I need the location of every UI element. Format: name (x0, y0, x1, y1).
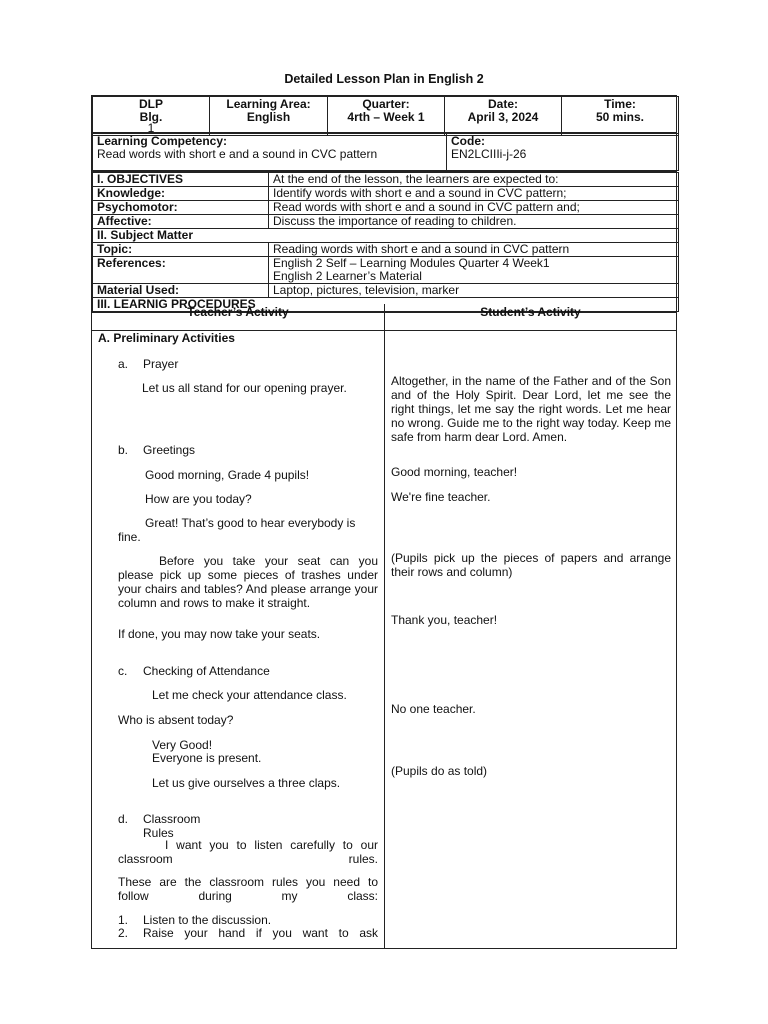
dlp-number: 1 (147, 121, 155, 135)
date-cell (445, 97, 562, 136)
quarter-label: Quarter: (362, 97, 410, 111)
header-table (91, 95, 677, 133)
subject-matter-heading: II. Subject Matter (93, 229, 679, 243)
date-label: Date: (487, 97, 518, 111)
student-column-title: Student’s Activity (480, 305, 581, 319)
topic-label: Topic: (93, 243, 269, 257)
learning-area-value: English (246, 110, 291, 124)
knowledge-label: Knowledge: (93, 187, 269, 201)
item-b-title: Greetings (143, 443, 196, 457)
procedures-heading: III. LEARNIG PROCEDURES (93, 298, 679, 312)
item-d-title-text: Classroom Rules (143, 812, 201, 840)
quarter-value: 4rth – Week 1 (347, 110, 425, 124)
knowledge-text: Identify words with short e and a sound in CVC pattern; (269, 187, 679, 201)
prayer-teacher: Let us all stand for our opening prayer. (142, 381, 347, 395)
attendance-teacher-3a: Very Good! (152, 738, 213, 752)
greeting-teacher-3: Great! That’s good to hear everybody is fine. (118, 516, 356, 544)
learning-area-cell (210, 97, 328, 136)
time-cell (562, 97, 679, 136)
reference-1: English 2 Self – Learning Modules Quarter 4 Week1 (273, 256, 550, 270)
greeting-student-2: We're fine teacher. (391, 490, 491, 504)
material-text: Laptop, pictures, television, marker (269, 284, 679, 298)
learning-area-label: Learning Area: (226, 97, 311, 111)
rule-1-number: 1. (118, 913, 129, 927)
material-label: Material Used: (93, 284, 269, 298)
greeting-teacher-2: How are you today? (145, 492, 252, 506)
greeting-student-4: (Pupils pick up the pieces of papers and arrange their rows and column) (391, 551, 671, 579)
greeting-student-1: Good morning, teacher! (391, 465, 518, 479)
psychomotor-label: Psychomotor: (93, 201, 269, 215)
code-label: Code: (451, 134, 485, 148)
dlp-cell (93, 97, 210, 136)
date-value: April 3, 2024 (467, 110, 539, 124)
student-column-header (385, 304, 676, 331)
attendance-teacher-4: Let us give ourselves a three claps. (152, 776, 341, 790)
topic-text: Reading words with short e and a sound in CVC pattern (269, 243, 679, 257)
code-cell (447, 134, 679, 171)
item-c-title: Checking of Attendance (143, 664, 270, 678)
time-label: Time: (604, 97, 636, 111)
item-b-label: b. (118, 443, 129, 457)
affective-label: Affective: (93, 215, 269, 229)
item-c-label: c. (118, 664, 128, 678)
greeting-teacher-5: If done, you may now take your seats. (118, 627, 321, 641)
item-d-title (143, 812, 309, 840)
greeting-teacher-1: Good morning, Grade 4 pupils! (145, 468, 310, 482)
page-title: Detailed Lesson Plan in English 2 (284, 72, 484, 86)
rule-1-text: Listen to the discussion. (143, 913, 272, 927)
dlp-value: Blg. (139, 110, 163, 124)
dlp-label: DLP (139, 97, 163, 111)
rule-2-number: 2. (118, 926, 129, 940)
objectives-heading: I. OBJECTIVES (93, 173, 269, 187)
competency-label: Learning Competency: (97, 134, 228, 148)
item-d-label: d. (118, 812, 129, 826)
rules-teacher-2: These are the classroom rules you need to follow during my class: (118, 875, 378, 903)
reference-2: English 2 Learner’s Material (273, 269, 422, 283)
preliminary-heading: A. Preliminary Activities (98, 331, 235, 345)
quarter-cell (328, 97, 445, 136)
rule-2-text: Raise your hand if you want to ask (143, 926, 378, 940)
references-cell (269, 257, 679, 284)
competency-text: Read words with short e and a sound in CVC pattern (97, 147, 378, 161)
affective-text: Discuss the importance of reading to children. (269, 215, 679, 229)
attendance-teacher-3b: Everyone is present. (152, 751, 262, 765)
item-a-title: Prayer (143, 357, 179, 371)
item-a-label: a. (118, 357, 129, 371)
references-label: References: (93, 257, 269, 284)
attendance-teacher-1: Let me check your attendance class. (152, 688, 347, 702)
attendance-student-4: (Pupils do as told) (391, 764, 488, 778)
psychomotor-text: Read words with short e and a sound in CVC pattern and; (269, 201, 679, 215)
objectives-table (91, 172, 677, 313)
attendance-student-2: No one teacher. (391, 702, 476, 716)
competency-cell (93, 134, 447, 171)
competency-table (91, 133, 677, 172)
column-divider (384, 330, 385, 949)
prayer-student: Altogether, in the name of the Father and of the Son and of the Holy Spirit. Dear Lord, let me see the right things, let me say the right words. Let me hear no wrong. Guide me to the right way today. Keep me safe from harm dear Lord. Amen. (391, 374, 671, 444)
time-value: 50 mins. (595, 110, 645, 124)
rules-teacher-1: I want you to listen carefully to our classroom rules. (118, 838, 378, 866)
attendance-teacher-2: Who is absent today? (118, 713, 234, 727)
greeting-student-5: Thank you, teacher! (391, 613, 498, 627)
greeting-teacher-4: Before you take your seat can you please pick up some pieces of trashes under your chairs and tables? And please arrange your column and rows to make it straight. (118, 554, 378, 610)
procedures-table (91, 304, 677, 949)
objectives-intro: At the end of the lesson, the learners are expected to: (269, 173, 679, 187)
teacher-column-title: Teacher’s Activity (187, 305, 289, 319)
code-value: EN2LCIIIi-j-26 (451, 147, 527, 161)
teacher-column-header (92, 304, 385, 331)
